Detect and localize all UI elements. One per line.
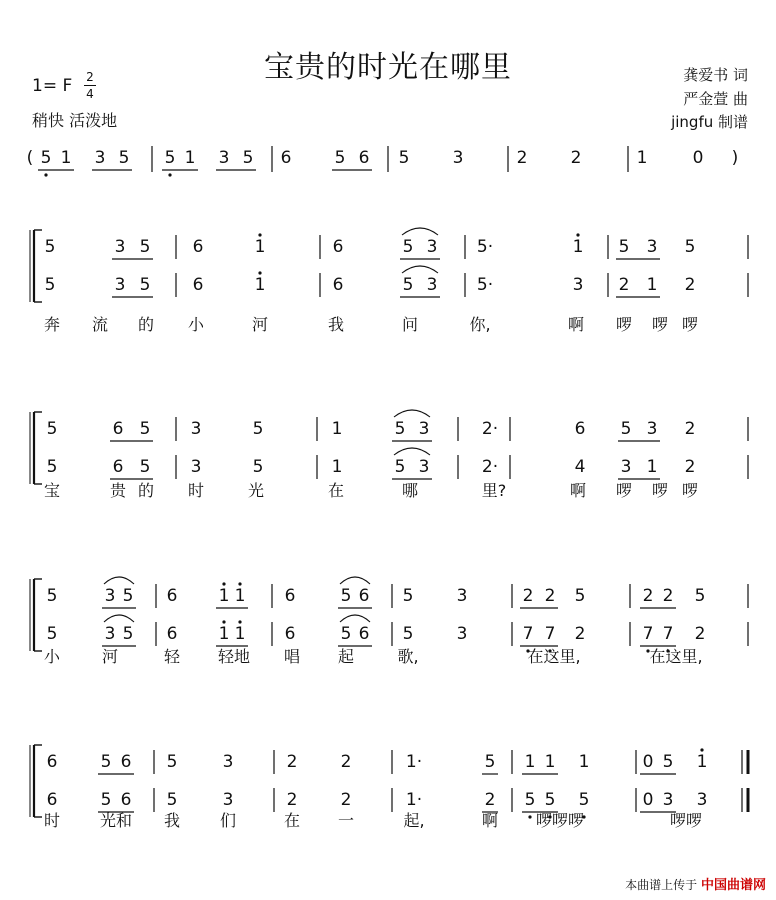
note: 1 (254, 237, 266, 257)
lyric-syllable: 起, (403, 811, 425, 830)
lyric-syllable: 在 (327, 481, 345, 500)
note: 3 (452, 148, 464, 168)
note: 5 (252, 457, 264, 477)
note: 5 (574, 586, 586, 606)
note: 5 (44, 275, 56, 295)
slur-mark (402, 228, 438, 235)
note: 3 (456, 586, 468, 606)
note: 5 (340, 624, 352, 644)
note: 2 (662, 586, 674, 606)
note: 5 (100, 790, 112, 810)
note: 1 (544, 752, 556, 772)
note: 3 (646, 237, 658, 257)
note: 3 (646, 419, 658, 439)
note: 5 (139, 275, 151, 295)
note: 5 (46, 624, 58, 644)
footer-text: 本曲谱上传于 (625, 878, 698, 892)
note: 5· (476, 275, 494, 295)
note: 3 (190, 419, 202, 439)
lyric-syllable: 小 (187, 315, 205, 334)
note: 5 (394, 419, 406, 439)
note: 5 (484, 752, 496, 772)
note: 5 (618, 237, 630, 257)
note: 5 (122, 586, 134, 606)
lyric-syllable: 光 (247, 481, 265, 500)
lyric-syllable: 我 (327, 315, 345, 334)
note: 6 (166, 624, 178, 644)
note: 2 (544, 586, 556, 606)
note: 5 (394, 457, 406, 477)
note: 5 (340, 586, 352, 606)
note: 0 (642, 752, 654, 772)
note: 5 (118, 148, 130, 168)
lyric-syllable: 的 (137, 315, 155, 334)
intro-close-paren: ) (731, 148, 739, 168)
lyric-syllable: 轻 (163, 647, 181, 666)
note: 2 (694, 624, 706, 644)
note: 3 (426, 275, 438, 295)
lyric-syllable: 里? (481, 481, 507, 500)
low-octave-dot (168, 173, 171, 176)
note: 3 (696, 790, 708, 810)
lyric-syllable: 啰 (615, 481, 633, 500)
lyric-syllable: 宝 (43, 481, 61, 500)
note: 5 (694, 586, 706, 606)
note: 1 (234, 586, 246, 606)
note: 2 (574, 624, 586, 644)
note: 7 (544, 624, 556, 644)
lyric-syllable: 奔 (43, 315, 61, 334)
note: 5 (684, 237, 696, 257)
lyric-syllable: 在 (283, 811, 301, 830)
lyric-syllable: 啰 (651, 315, 669, 334)
note: 1 (218, 624, 230, 644)
note: 3 (222, 752, 234, 772)
note: 5 (122, 624, 134, 644)
note: 7 (522, 624, 534, 644)
note: 6 (574, 419, 586, 439)
note: 5 (252, 419, 264, 439)
lyric-syllable: 时 (187, 481, 205, 500)
note: 6 (192, 275, 204, 295)
note: 4 (574, 457, 586, 477)
note: 3 (426, 237, 438, 257)
lyric-syllable: 我 (163, 811, 181, 830)
note: 6 (46, 752, 58, 772)
note: 1 (331, 457, 343, 477)
note: 5 (44, 237, 56, 257)
note: 2 (340, 752, 352, 772)
note: 5 (402, 237, 414, 257)
note: 2 (642, 586, 654, 606)
note: 1· (405, 752, 423, 772)
site-logo: 中国曲谱网 (700, 878, 766, 893)
page-title: 宝贵的时光在哪里 (264, 50, 512, 85)
note: 2 (516, 148, 528, 168)
low-octave-dot (44, 173, 47, 176)
note: 2 (618, 275, 630, 295)
note: 6 (112, 457, 124, 477)
note: 1 (646, 457, 658, 477)
lyric-syllable: 轻地 (217, 647, 251, 666)
lyricist-credit: 龚爱书 词 (683, 66, 748, 84)
note: 3 (190, 457, 202, 477)
note: 5 (46, 457, 58, 477)
note: 5 (164, 148, 176, 168)
lyric-syllable: 时 (43, 811, 61, 830)
lyric-syllable: 啊 (481, 811, 499, 830)
note: 1 (578, 752, 590, 772)
note: 5 (398, 148, 410, 168)
note: 1 (646, 275, 658, 295)
key-signature: 1= F (32, 76, 73, 96)
note: 3 (104, 586, 116, 606)
note: 1 (696, 752, 708, 772)
note: 1 (254, 275, 266, 295)
note: 3 (218, 148, 230, 168)
note: 6 (358, 148, 370, 168)
note: 2 (570, 148, 582, 168)
note: 0 (642, 790, 654, 810)
note: 5 (46, 419, 58, 439)
lyric-syllable: 啰啰 (669, 811, 703, 830)
lyric-syllable: 起 (337, 647, 355, 666)
note: 7 (662, 624, 674, 644)
tempo-marking: 稍快 活泼地 (32, 111, 118, 130)
note: 6 (358, 586, 370, 606)
note: 3 (620, 457, 632, 477)
note: 6 (284, 586, 296, 606)
intro-open-paren: ( (26, 148, 34, 168)
slur-mark (340, 577, 370, 584)
lyric-syllable: 问 (401, 315, 419, 334)
note: 1 (524, 752, 536, 772)
slur-mark (340, 615, 370, 622)
note: 5 (544, 790, 556, 810)
note: 3 (114, 237, 126, 257)
lyric-syllable: 唱 (283, 647, 301, 666)
note: 6 (46, 790, 58, 810)
slur-mark (394, 448, 430, 455)
note: 5 (662, 752, 674, 772)
lyric-syllable: 啰 (651, 481, 669, 500)
note: 3 (104, 624, 116, 644)
note: 6 (332, 237, 344, 257)
note: 5 (40, 148, 52, 168)
note: 3 (456, 624, 468, 644)
note: 5· (476, 237, 494, 257)
note: 3 (418, 457, 430, 477)
lyric-syllable: 啊 (569, 481, 587, 500)
slur-mark (402, 266, 438, 273)
note: 5 (139, 419, 151, 439)
note: 1 (636, 148, 648, 168)
note: 5 (139, 457, 151, 477)
lyric-syllable: 一 (337, 811, 355, 830)
note: 5 (100, 752, 112, 772)
note: 3 (222, 790, 234, 810)
lyric-syllable: 啰 (615, 315, 633, 334)
time-signature-top: 2 (86, 70, 94, 84)
lyric-syllable: 在这里, (649, 647, 703, 666)
note: 3 (418, 419, 430, 439)
lyric-syllable: 啊 (567, 315, 585, 334)
arranger-credit: jingfu 制谱 (671, 113, 748, 131)
slur-mark (104, 615, 134, 622)
note: 5 (524, 790, 536, 810)
note: 6 (112, 419, 124, 439)
lyric-syllable: 哪 (401, 481, 419, 500)
low-octave-dot (528, 815, 531, 818)
note: 2 (684, 275, 696, 295)
lyric-syllable: 们 (219, 811, 237, 830)
note: 5 (242, 148, 254, 168)
lyric-syllable: 的 (137, 481, 155, 500)
note: 2 (340, 790, 352, 810)
lyric-syllable: 啰 (681, 315, 699, 334)
note: 5 (578, 790, 590, 810)
lyric-syllable: 啰 (681, 481, 699, 500)
note: 5 (402, 624, 414, 644)
lyric-syllable: 小 (43, 647, 61, 666)
composer-credit: 严金萱 曲 (683, 90, 748, 108)
note: 5 (402, 275, 414, 295)
note: 5 (334, 148, 346, 168)
note: 7 (642, 624, 654, 644)
note: 6 (120, 752, 132, 772)
note: 3 (114, 275, 126, 295)
note: 1 (234, 624, 246, 644)
note: 1 (572, 237, 584, 257)
note: 6 (332, 275, 344, 295)
lyric-syllable: 歌, (397, 647, 419, 666)
note: 5 (620, 419, 632, 439)
footer (625, 874, 766, 893)
note: 2· (481, 419, 499, 439)
note: 2 (484, 790, 496, 810)
lyric-syllable: 河 (101, 647, 119, 666)
note: 2· (481, 457, 499, 477)
note: 2 (684, 419, 696, 439)
lyric-syllable: 贵 (109, 481, 127, 500)
slur-mark (104, 577, 134, 584)
note: 1 (60, 148, 72, 168)
note: 3 (662, 790, 674, 810)
slur-mark (394, 410, 430, 417)
note: 1 (218, 586, 230, 606)
note: 5 (166, 790, 178, 810)
lyric-syllable: 光和 (99, 811, 133, 830)
note: 6 (166, 586, 178, 606)
note: 1· (405, 790, 423, 810)
note: 3 (572, 275, 584, 295)
note: 6 (280, 148, 292, 168)
note: 1 (331, 419, 343, 439)
lyric-syllable: 河 (251, 315, 269, 334)
lyric-syllable: 啰啰啰 (535, 811, 585, 830)
note: 5 (166, 752, 178, 772)
lyric-syllable: 你, (469, 315, 491, 334)
lyric-syllable: 流 (91, 315, 109, 334)
note: 3 (94, 148, 106, 168)
lyric-syllable: 在这里, (527, 647, 581, 666)
note: 6 (192, 237, 204, 257)
note: 1 (184, 148, 196, 168)
note: 2 (286, 752, 298, 772)
note: 6 (120, 790, 132, 810)
note: 0 (692, 148, 704, 168)
note: 2 (684, 457, 696, 477)
note: 6 (358, 624, 370, 644)
time-signature-bottom: 4 (86, 87, 94, 101)
note: 2 (286, 790, 298, 810)
note: 5 (46, 586, 58, 606)
note: 5 (139, 237, 151, 257)
note: 6 (284, 624, 296, 644)
note: 5 (402, 586, 414, 606)
note: 2 (522, 586, 534, 606)
